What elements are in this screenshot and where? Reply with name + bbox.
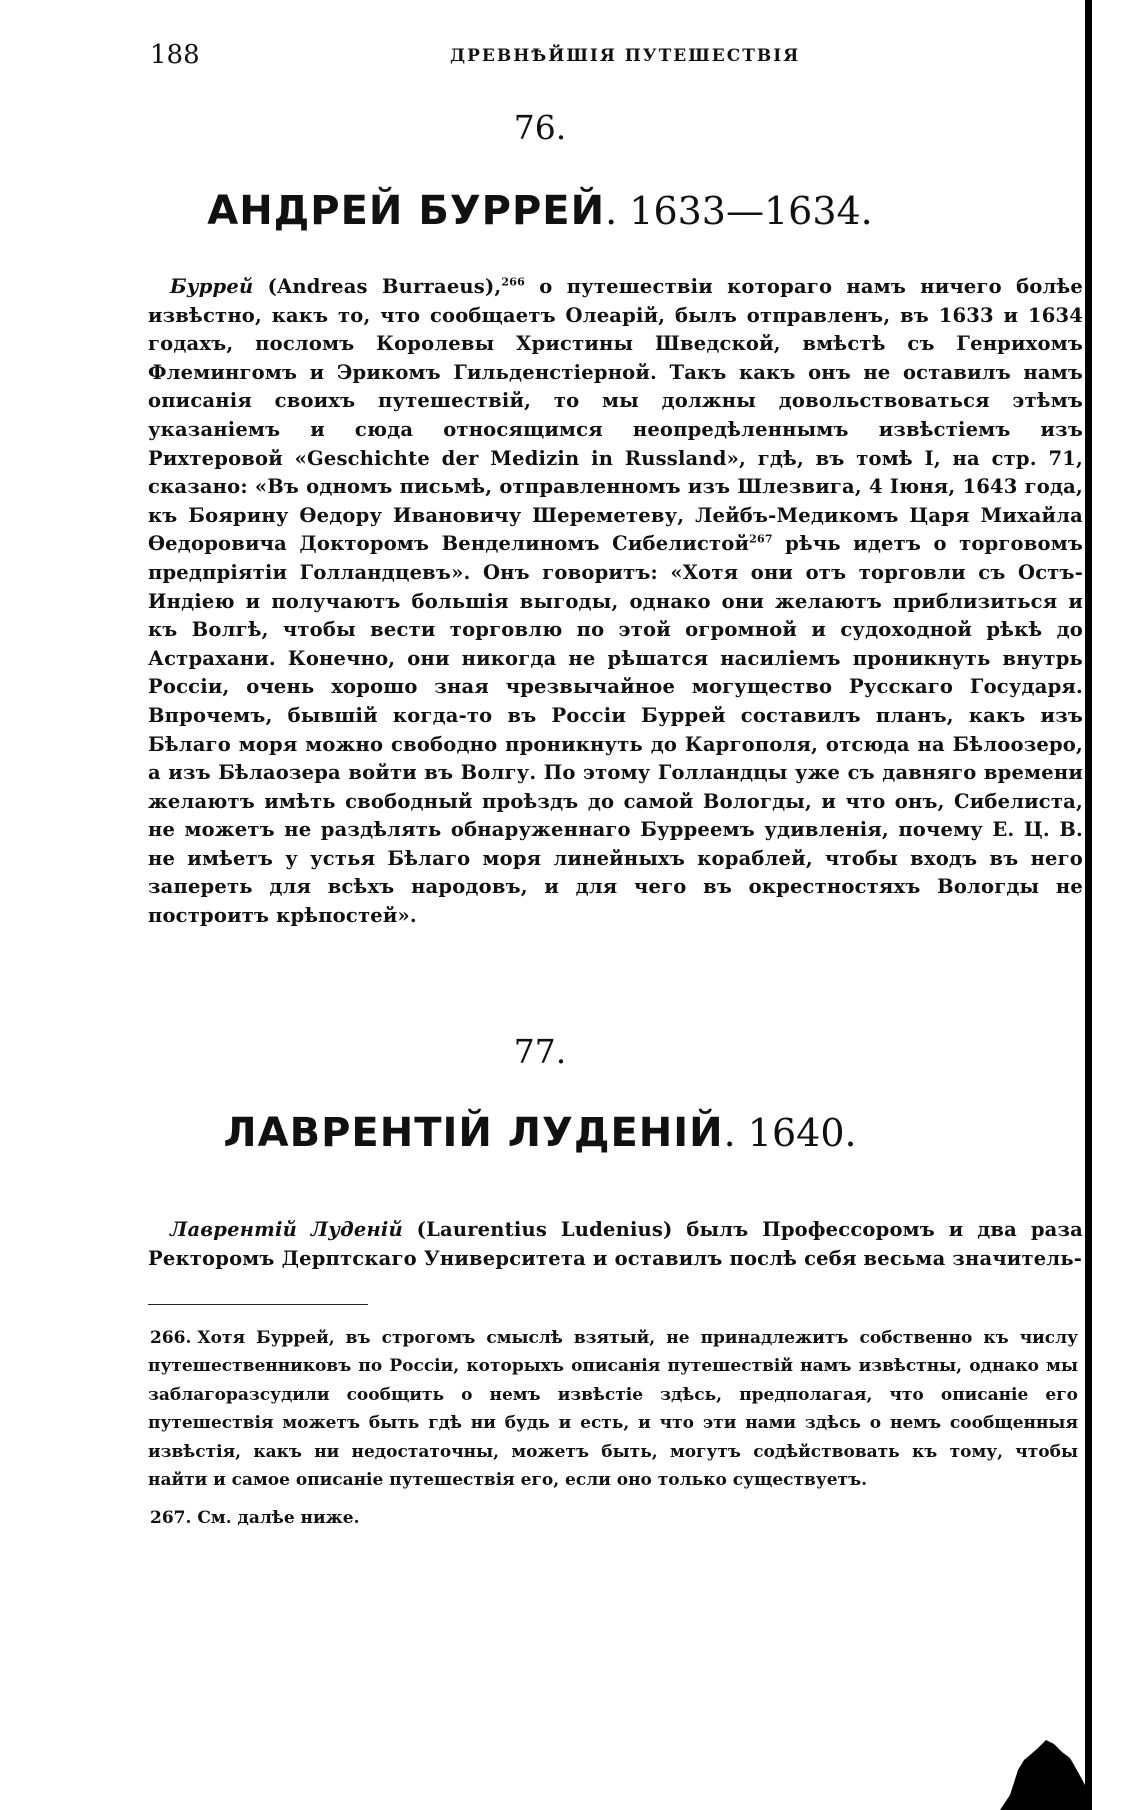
page-header: [150, 40, 1030, 80]
footnote-divider: [148, 1304, 368, 1305]
section-title-name: ЛАВРЕНТІЙ ЛУДЕНІЙ: [223, 1110, 724, 1156]
section-title-name: АНДРЕЙ БУРРЕЙ: [207, 188, 606, 234]
footnote-number: 267.: [150, 1508, 192, 1529]
scan-artifact-shape: [1000, 1700, 1085, 1810]
section-paragraph: [148, 273, 1083, 931]
section-number: 77.: [513, 1032, 567, 1071]
footnote-ref[interactable]: 267: [749, 532, 773, 546]
footnote: [148, 1504, 1078, 1532]
footnote-text: Хотя Буррей, въ строгомъ смыслѣ взятый, не принадлежитъ собственно къ числу путешественниковъ по Россіи, которыхъ описанія путешествій намъ извѣстны, однако мы заблагоразсудили сообщить о немъ извѣстіе здѣсь, предполагая, что описаніе его путешествія можетъ быть гдѣ ни будь и есть, и что эти нами здѣсь о немъ сообщенныя извѣстія, какъ ни недостаточны, можетъ быть, могутъ содѣйствовать къ тому, чтобы найти и самое описаніе путешествія его, если оно только существуетъ.: [148, 1328, 1078, 1491]
page-number: 188: [150, 40, 200, 70]
section-paragraph: [148, 1216, 1083, 1273]
page-edge-rule: [1085, 0, 1092, 1810]
section-title-years: . 1640.: [723, 1111, 857, 1155]
paragraph-text: (Laurentius Ludenius) былъ Профессоромъ и два раза Ректоромъ Дерптскаго Университета и оставилъ послѣ себя весьма значитель-: [148, 1218, 1083, 1270]
footnote: [148, 1324, 1078, 1494]
running-title: ДРЕВНѢЙШІЯ ПУТЕШЕСТВІЯ: [450, 46, 801, 66]
paragraph-text: рѣчь идетъ о торговомъ предпріятіи Голландцевъ». Онъ говоритъ: «Хотя они отъ торговли съ Остъ-Индіею и получаютъ большія выгоды, однако они желаютъ приблизиться и къ Волгѣ, чтобы вести торговлю по этой огромной и судоходной рѣкѣ до Астрахани. Конечно, они никогда не рѣшатся насиліемъ проникнуть внутрь Россіи, очень хорошо зная чрезвычайное могущество Русскаго Государя. Впрочемъ, бывшій когда-то въ Россіи Буррей составилъ планъ, какъ изъ Бѣлаго моря можно свободно проникнуть до Каргополя, отсюда на Бѣлоозеро, а изъ Бѣлаозера войти въ Волгу. По этому Голландцы уже съ давняго времени желаютъ имѣть свободный проѣздъ до самой Вологды, и что онъ, Сибелиста, не можетъ не раздѣлять обнаруженнаго Бурреемъ удивленія, почему Е. Ц. В. не имѣетъ у устья Бѣлаго моря линейныхъ кораблей, чтобы входъ въ него запереть для всѣхъ народовъ, и для чего въ окрестностяхъ Вологды не построитъ крѣпостей».: [148, 532, 1083, 928]
section-title: [0, 1110, 1080, 1156]
paragraph-lead-name: Лаврентій Луденій: [170, 1218, 403, 1241]
paragraph-text: о путешествіи котораго намъ ничего болѣе извѣстно, какъ то, что сообщаетъ Олеарій, былъ отправленъ, въ 1633 и 1634 годахъ, посломъ Королевы Христины Шведской, вмѣстѣ съ Генрихомъ Флемингомъ и Эрикомъ Гильденстіерной. Такъ какъ онъ не оставилъ намъ описанія своихъ путешествій, то мы должны довольствоваться этѣмъ указаніемъ и сюда относящимся неопредѣленнымъ извѣстіемъ изъ Рихтеровой «Geschichte der Medizin in Russland», гдѣ, въ томѣ I, на стр. 71, сказано: «Въ одномъ письмѣ, отправленномъ изъ Шлезвига, 4 Іюня, 1643 года, къ Боярину Өедору Ивановичу Шереметеву, Лейбъ-Медикомъ Царя Михайла Өедоровича Докторомъ Венделиномъ Сибелистой: [148, 275, 1083, 556]
footnote-text: См. далѣе ниже.: [197, 1508, 360, 1529]
footnote-ref[interactable]: 266: [501, 275, 525, 289]
section-number: 76.: [513, 108, 567, 147]
footnote-number: 266.: [150, 1328, 192, 1348]
paragraph-lead-name: Буррей: [170, 275, 254, 298]
footnotes: [148, 1324, 1078, 1543]
section-title-years: . 1633—1634.: [605, 189, 873, 233]
paragraph-text: (Andreas Burraeus),: [253, 275, 502, 298]
section-title: [0, 188, 1080, 234]
